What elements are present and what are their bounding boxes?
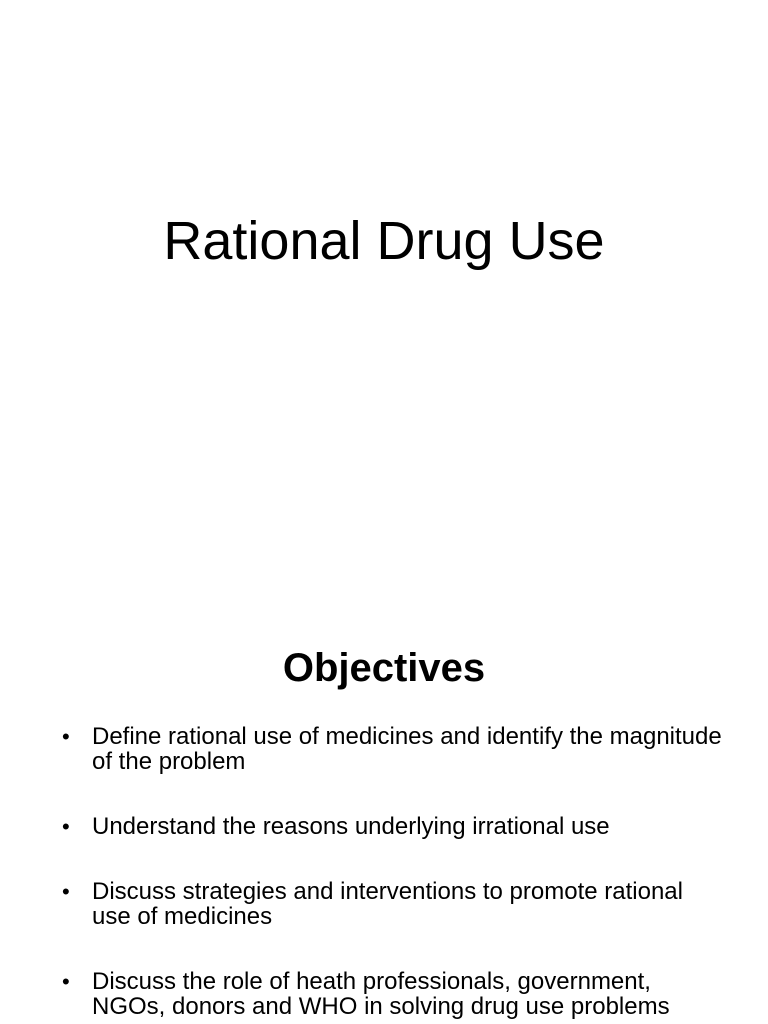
- list-item-text: Define rational use of medicines and identify the magnitude of the problem: [92, 723, 722, 775]
- bullet-icon: •: [62, 724, 70, 749]
- slide-title: Rational Drug Use: [163, 211, 605, 271]
- objectives-slide: [0, 576, 768, 1024]
- list-item-text: Understand the reasons underlying irrational use: [92, 813, 610, 840]
- objectives-heading: Objectives: [282, 646, 486, 690]
- list-item-text: Discuss the role of heath professionals, government, NGOs, donors and WHO in solving drug use problems: [92, 968, 670, 1020]
- list-item: [62, 724, 722, 774]
- list-item: [62, 879, 722, 929]
- bullet-icon: •: [62, 969, 70, 994]
- list-item: [62, 814, 722, 839]
- bullet-icon: •: [62, 879, 70, 904]
- objectives-list: [62, 724, 722, 1024]
- list-item-text: Discuss strategies and interventions to promote rational use of medicines: [92, 878, 683, 930]
- list-item: [62, 969, 722, 1019]
- bullet-icon: •: [62, 814, 70, 839]
